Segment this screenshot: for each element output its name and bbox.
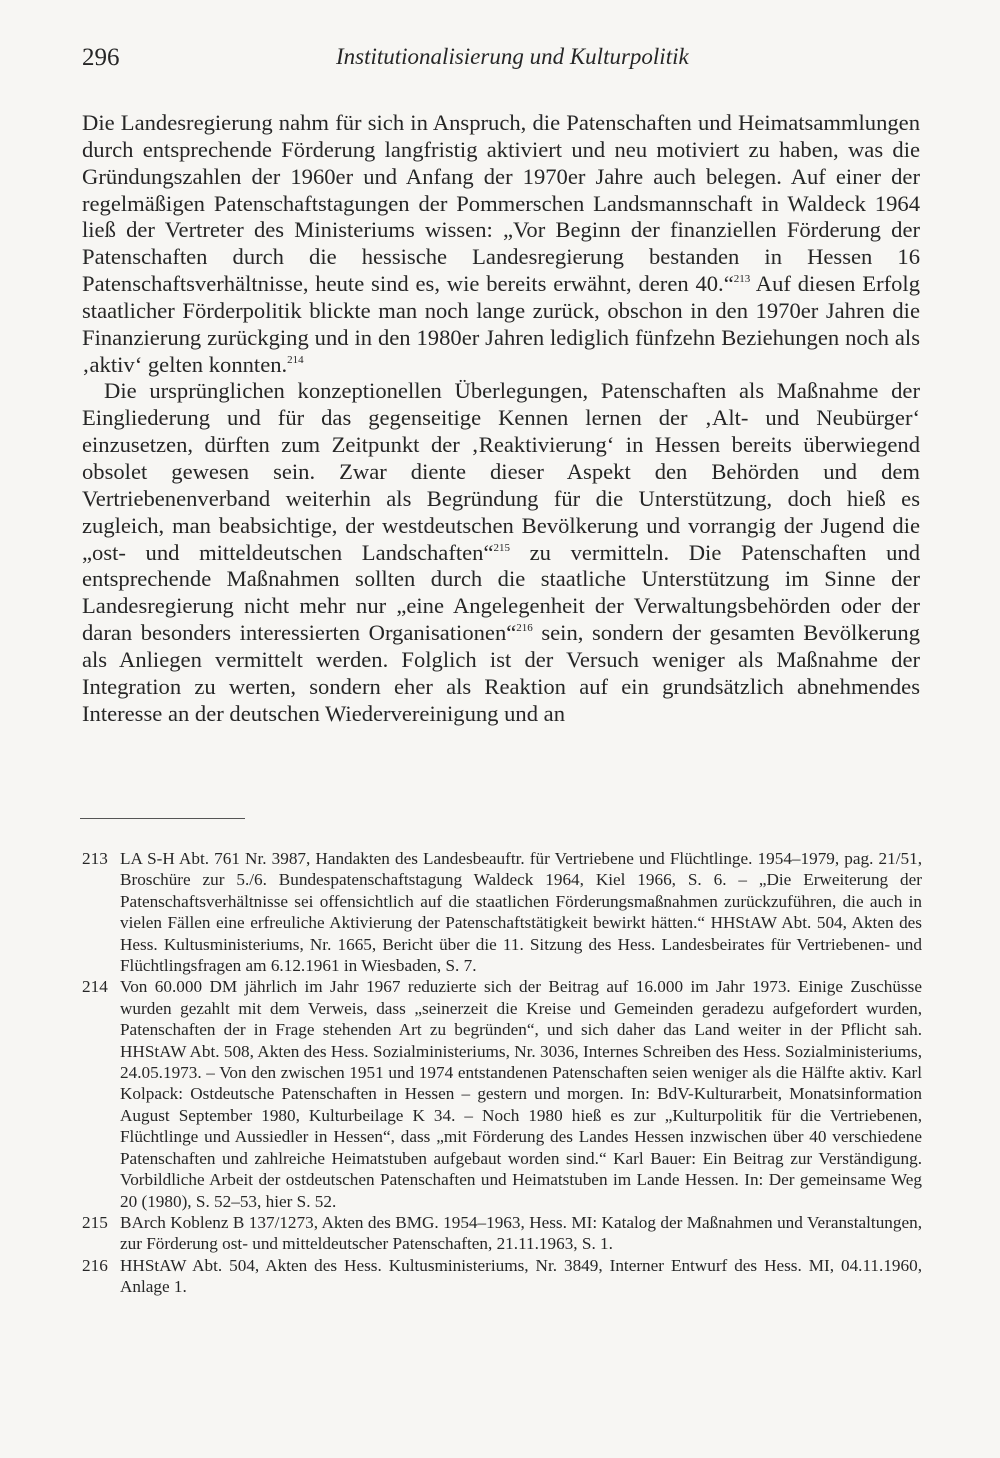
main-text (82, 110, 920, 727)
footnote (82, 976, 922, 1211)
footnote-number: 215 (82, 1212, 108, 1232)
footnote-number: 213 (82, 849, 108, 868)
footnote-number: 214 (82, 977, 108, 997)
footnote (82, 1212, 922, 1255)
paragraph-text: zu vermitteln. Die Patenschaften und entsprechende Maßnahmen sollten durch die staatliche Unterstützung im Sinne der Landesregierung nicht mehr nur „eine Angelegenheit der Verwaltungsbehörden oder der daran besonders interessierten Organisationen“ (82, 539, 920, 646)
page-number: 296 (82, 44, 120, 71)
footnote-text: Von 60.000 DM jährlich im Jahr 1967 reduzierte sich der Beitrag auf 16.000 im Jahr 1973. Einige Zuschüsse wurden gezahlt mit dem Verweis, dass „seinerzeit die Kreise und Gemeinden geradezu aufgefordert wurden, Patenschaften der in Frage stehenden Art zu begründen“, und sich daher das Land weiter in der Pflicht sah. HHStAW Abt. 508, Akten des Hess. Sozialministeriums, Nr. 3036, Internes Schreiben des Hess. Sozialministeriums, 24.05.1973. – Von den zwischen 1951 und 1974 entstandenen Patenschaften seien weniger als die Hälfte aktiv. Karl Kolpack: Ostdeutsche Patenschaften in Hessen – gestern und morgen. In: BdV-Kulturarbeit, Monatsinformation August September 1980, Kulturbeilage K 34. – Noch 1980 hieß es zur „Kulturpolitik für die Vertriebenen, Flüchtlinge und Aussiedler in Hessen“, dass „mit Förderung des Landes Hessen inzwischen über 40 verschiedene Patenschaften und zahlreiche Heimatstuben aufgebaut worden sind.“ Karl Bauer: Ein Beitrag zur Verständigung. Vorbildliche Arbeit der ostdeutschen Patenschaften und Heimatstuben im Lande Hessen. In: Der gemeinsame Weg 20 (1980), S. 52–53, hier S. 52. (120, 977, 922, 1211)
footnote-text: BArch Koblenz B 137/1273, Akten des BMG. 1954–1963, Hess. MI: Katalog der Maßnahmen und Veranstaltungen, zur Förderung ost- und mitteldeutscher Patenschaften, 21.11.1963, S. 1. (120, 1212, 922, 1254)
footnote-ref-216: 216 (516, 622, 533, 635)
footnote-ref-213: 213 (733, 273, 751, 286)
footnote-text: HHStAW Abt. 504, Akten des Hess. Kultusministeriums, Nr. 3849, Interner Entwurf des Hess. MI, 04.11.1960, Anlage 1. (120, 1255, 922, 1297)
paragraph-text: Die ursprünglichen konzeptionellen Überlegungen, Patenschaften als Maßnahme der Eingliederung und für das gegenseitige Kennen lernen der ‚Alt- und Neubürger‘ einzusetzen, dürften zum Zeitpunkt der ‚Reaktivierung‘ in Hessen bereits überwiegend obsolet gewesen sein. Zwar diente dieser Aspekt den Behörden und dem Vertriebenenverband weiterhin als Begründung für die Unterstützung, doch hieß es zugleich, man beabsichtige, der westdeutschen Bevölkerung und vorrangig der Jugend die „ost- und mitteldeutschen Landschaften“ (82, 378, 920, 565)
footnotes (82, 848, 922, 1298)
footnote-text: LA S-H Abt. 761 Nr. 3987, Handakten des Landesbeauftr. für Vertriebene und Flüchtlinge. 1954–1979, pag. 21/51, Broschüre zur 5./6. Bundespatenschaftstagung Waldeck 1964, Kiel 1966, S. 6. – „Die Erweiterung der Patenschaftsverhältnisse sei offensichtlich auf die staatlichen Förderungsmaßnahmen zurückzuführen, die auch in vielen Fällen eine erfreuliche Aktivierung der Patenschaftstätigkeit bewirkt hätten.“ HHStAW Abt. 504, Akten des Hess. Kultusministeriums, Nr. 1665, Bericht über die 11. Sitzung des Hess. Landesbeirates für Vertriebenen- und Flüchtlingsfragen am 6.12.1961 in Wiesbaden, S. 7. (120, 849, 922, 976)
page-header (82, 44, 920, 76)
footnote-separator (80, 818, 245, 819)
paragraph-text: Die Landesregierung nahm für sich in Anspruch, die Patenschaften und Heimatsammlungen durch entsprechende Förderung langfristig aktiviert und neu motiviert zu haben, was die Gründungszahlen der 1960er und Anfang der 1970er Jahre auch belegen. Auf einer der regelmäßigen Patenschaftstagungen der Pommerschen Landsmannschaft in Waldeck 1964 ließ der Vertreter des Ministeriums wissen: „Vor Beginn der finanziellen Förderung der Patenschaften durch die hessische Landesregierung bestanden in Hessen 16 Patenschaftsverhältnisse, heute sind es, wie bereits erwähnt, deren 40.“ (82, 110, 920, 297)
running-title: Institutionalisierung und Kulturpolitik (336, 44, 689, 69)
footnote-number: 216 (82, 1255, 108, 1275)
paragraph-text: sein, sondern der gesamten Bevölkerung als Anliegen vermittelt werden. Folglich ist der Versuch weniger als Maßnahme der Integration zu werten, sondern eher als Reaktion auf ein grundsätzlich abnehmendes Interesse an der deutschen Wiedervereinigung und an (82, 620, 921, 726)
footnote-ref-215: 215 (493, 541, 510, 554)
paragraph-1 (82, 110, 920, 378)
footnote (82, 1255, 922, 1298)
paragraph-text: Auf diesen Erfolg staatlicher Förderpolitik blickte man noch lange zurück, obschon in den 1970er Jahren die Finanzierung zurückging und in den 1980er Jahren lediglich fünfzehn Beziehungen noch als ‚aktiv‘ gelten konnten. (82, 271, 920, 377)
paragraph-2 (82, 378, 920, 727)
footnote (82, 848, 922, 976)
footnote-ref-214: 214 (287, 353, 304, 366)
